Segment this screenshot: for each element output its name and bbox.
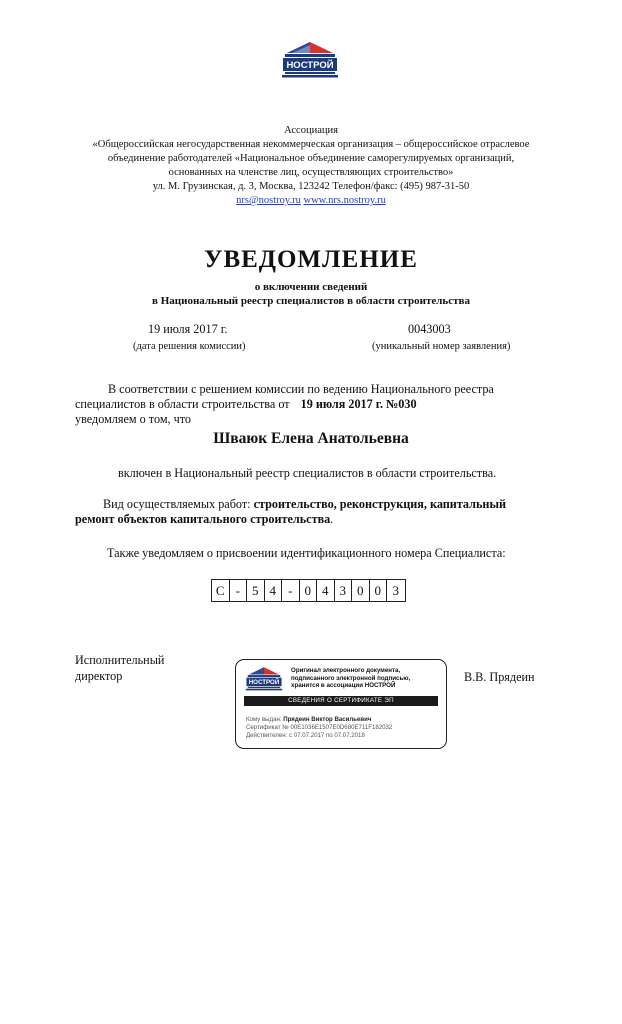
- org-address: ул. М. Грузинская, д. 3, Москва, 123242 Телефон/факс: (495) 987-31-50: [152, 181, 470, 192]
- org-line: объединение работодателей «Национальное объединение саморегулируемых организаций,: [107, 153, 515, 164]
- position-line: директор: [75, 669, 123, 683]
- stamp-note-line: хранится в ассоциации НОСТРОЙ: [291, 682, 396, 690]
- body-line: В соответствии с решением комиссии по ведению Национального реестра: [108, 382, 494, 396]
- e-signature-stamp: [235, 659, 447, 749]
- logo-text: НОСТРОЙ: [286, 60, 334, 71]
- commission-date: 19 июля 2017 г. №030: [300, 397, 417, 411]
- id-char: 0: [300, 580, 318, 601]
- works-label: Вид осуществляемых работ:: [103, 497, 251, 511]
- id-char: 3: [392, 583, 399, 598]
- stamp-certificate: Сертификат № 00E1036E1507E0D680E711F182032: [246, 724, 393, 731]
- stamp-note-line: подписанного электронной подписью,: [291, 674, 411, 682]
- website-link[interactable]: www.nrs.nostroy.ru: [303, 195, 386, 206]
- works-end: .: [330, 512, 334, 526]
- signer-position: [75, 652, 164, 684]
- stamp-original-note: [291, 667, 441, 690]
- document-subtitle: [0, 280, 622, 308]
- works-value: строительство, реконструкция, капитальный: [253, 497, 506, 511]
- id-char: -: [230, 580, 248, 601]
- subtitle-line: о включении сведений: [254, 281, 368, 293]
- position-line: Исполнительный: [75, 653, 165, 667]
- works-line: [103, 497, 506, 512]
- id-char: 0: [352, 580, 370, 601]
- decision-date: 19 июля 2017 г.: [148, 322, 228, 336]
- stamp-logo-text: НОСТРОЙ: [248, 679, 280, 687]
- body-line: уведомляем о том, что: [75, 412, 192, 426]
- application-number-caption: (уникальный номер заявления): [372, 341, 511, 352]
- stamp-issued-to: Кому выдан: Прядеин Виктор Васильевич: [246, 716, 372, 723]
- subtitle-line: в Национальный реестр специалистов в области строительства: [152, 295, 470, 307]
- org-header: [0, 124, 622, 208]
- decision-date-caption: (дата решения комиссии): [133, 341, 246, 352]
- id-char: 4: [265, 580, 283, 601]
- body-line: [75, 397, 417, 412]
- person-name: Шваюк Елена Анатольевна: [213, 430, 409, 447]
- document-title: УВЕДОМЛЕНИЕ: [204, 246, 418, 273]
- stamp-note-line: Оригинал электронного документа,: [291, 667, 401, 674]
- org-line: основанных на членстве лиц, осуществляющих строительство»: [168, 167, 454, 178]
- specialist-id-number: [211, 579, 406, 602]
- body-text: специалистов в области строительства от: [75, 397, 290, 411]
- id-char: 0: [370, 580, 388, 601]
- works-value: ремонт объектов капитального строительства: [75, 512, 331, 526]
- stamp-logo: [245, 666, 283, 692]
- id-char: 4: [317, 580, 335, 601]
- email-link[interactable]: nrs@nostroy.ru: [236, 195, 301, 206]
- id-notice: Также уведомляем о присвоении идентификационного номера Специалиста:: [107, 546, 506, 560]
- stamp-band: СВЕДЕНИЯ О СЕРТИФИКАТЕ ЭП: [244, 696, 438, 706]
- org-contacts: [0, 194, 622, 208]
- inclusion-text: включен в Национальный реестр специалистов в области строительства.: [118, 466, 497, 480]
- stamp-details: [246, 716, 442, 740]
- id-char: 3: [335, 580, 353, 601]
- signer-name: В.В. Прядеин: [464, 670, 535, 684]
- nostroy-logo: [281, 40, 339, 80]
- id-char: 5: [247, 580, 265, 601]
- works-line: [75, 512, 333, 527]
- application-number: 0043003: [408, 322, 451, 336]
- stamp-validity: Действителен: с 07.07.2017 по 07.07.2018: [246, 732, 365, 739]
- org-line: «Общероссийская негосударственная некоммерческая организация – общероссийское отраслевое: [92, 139, 530, 150]
- id-char: -: [282, 580, 300, 601]
- org-line: Ассоциация: [284, 125, 338, 136]
- id-char: С: [212, 580, 230, 601]
